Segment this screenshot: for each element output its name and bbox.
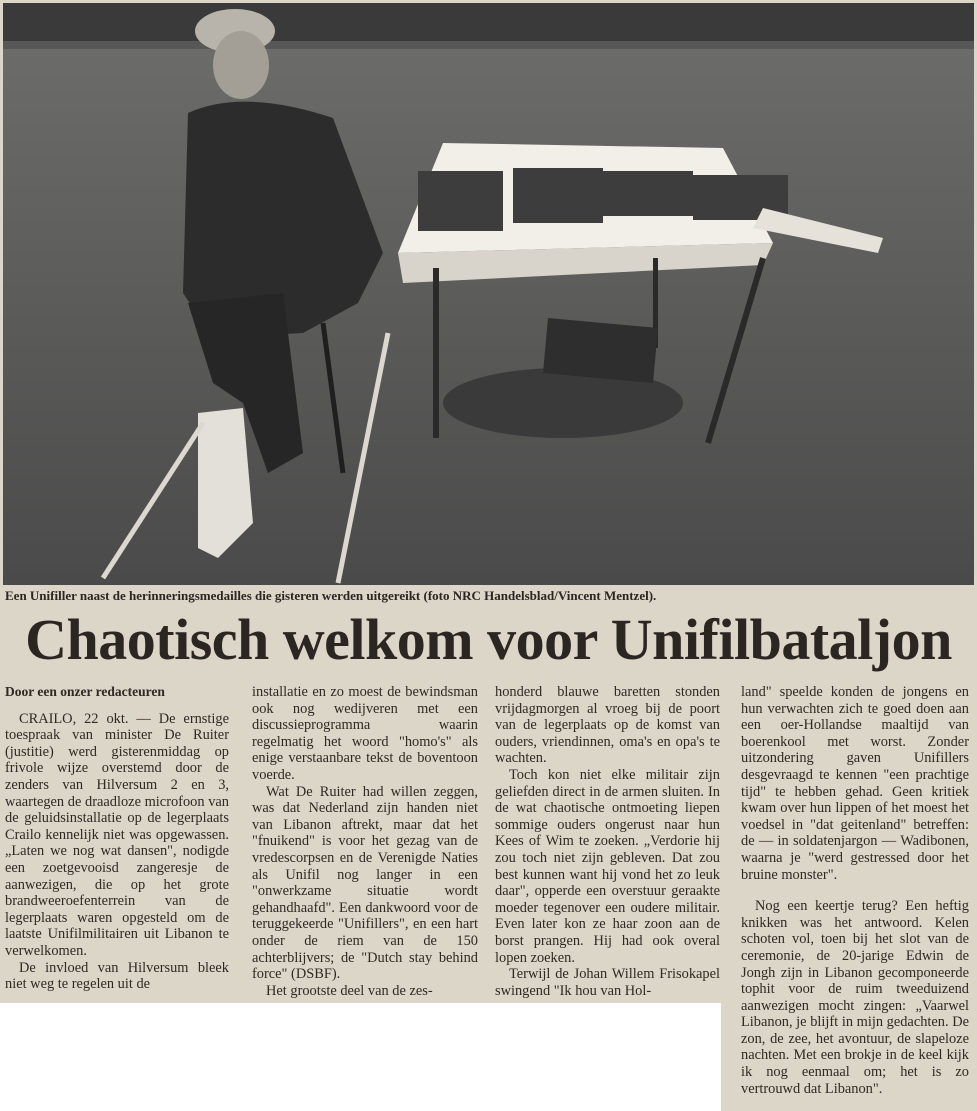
byline: Door een onzer redacteuren (5, 684, 165, 699)
paragraph: Wat De Ruiter had willen zeggen, was dat Nederland zijn handen niet van Libanon aftrekt, maar dat het "fnuikend" is voor het gezag van de vredescorpsen en de Verenigde Naties als Unifil nog langer in een "onwerkzame situatie wordt gehandhaafd". Een dankwoord voor de teruggekeerde "Unifillers", en een hart onder de riem van de 150 achterblijvers; de "Dutch stay behind force" (DSBF). (252, 783, 478, 983)
article-column-4 (741, 684, 969, 1097)
paragraph: land" speelde konden de jongens en hun verwachten zich te goed doen aan een oer-Hollandse maaltijd van boerenkool met worst. Zonder uitzondering gaven Unifillers desgevraagd te kennen "een prachtige tijd" te hebben gehad. Geen kritiek kwam over hun lippen of het moest het voedsel in "dat geitenland" betreffen: de — in soldatenjargon — Wadibonen, waarna je "werd gestressed door het bruine monster". (741, 684, 969, 883)
paragraph: CRAILO, 22 okt. — De ernstige toespraak van minister De Ruiter (justitie) werd gisterenmiddag op frivole wijze overstemd door de zenders van Hilversum 2 en 3, waartegen de draadloze microfoon van de geluidsinstallatie op de legerplaats Crailo kennelijk niet was opgewassen. „Laten we nog wat dansen", nodigde een zoetgevooisd zangeresje de aanwezigen, die op het grote brandweeroefenterrein van de legerplaats waren opgesteld om de laatste Unifilmilitairen uit Libanon te verwelkomen. (5, 710, 229, 959)
paragraph: honderd blauwe baretten stonden vrijdagmorgen al vroeg bij de poort van de legerplaats op de komst van ouders, vriendinnen, oma's en opa's te wachten. (495, 684, 720, 767)
paragraph: Het grootste deel van de zes- (266, 982, 433, 999)
photo-illustration (3, 3, 974, 585)
paragraph: Nog een keertje terug? Een heftig knikken was het antwoord. Kelen schoten vol, toen bij het slot van de ceremonie, de 20-jarige Edwin de Jongh zijn in Libanon gecomponeerde tophit voor de ruim tweeduizend aanwezigen mocht zingen: „Vaarwel Libanon, je blijft in mijn gedachten. De zon, de zee, het avontuur, de slapeloze nachten. Met een brokje in de keel kijk ik nog eenmaal om; het is zo vertrouwd dat Libanon". (741, 898, 969, 1097)
news-photo (3, 3, 974, 585)
article-headline: Chaotisch welkom voor Unifilbataljon (25, 607, 952, 672)
paragraph: Toch kon niet elke militair zijn geliefden direct in de armen sluiten. In de wat chaotische ontmoeting liepen sommige ouders ongerust naar hun Kees of Wim te zoeken. „Verdorie hij zou toch niet zijn gebleven. Dat zou best kunnen want hij vond het zo leuk daar", opperde een overstuur geraakte moeder tegenover een oudere militair. Even later kon ze haar zoon aan de borst prangen. Hij had ook overal lopen zoeken. (495, 766, 720, 966)
paragraph: installatie en zo moest de bewindsman ook nog wedijveren met een discussieprogramma waarin regelmatig het woord "homo's" als enige verstaanbare tekst de boventoon voerde. (252, 684, 478, 783)
photo-caption: Een Unifiller naast de herinneringsmedailles die gisteren werden uitgereikt (foto NRC Handelsblad/Vincent Mentzel). (5, 588, 657, 603)
paragraph-gap (741, 883, 969, 898)
article-column-2 (252, 684, 478, 999)
article-column-3 (495, 684, 720, 999)
paragraph: Terwijl de Johan Willem Frisokapel swingend "Ik hou van Hol- (495, 966, 720, 999)
paragraph: De invloed van Hilversum bleek niet weg te regelen uit de (5, 959, 229, 993)
article-column-1 (5, 684, 229, 993)
